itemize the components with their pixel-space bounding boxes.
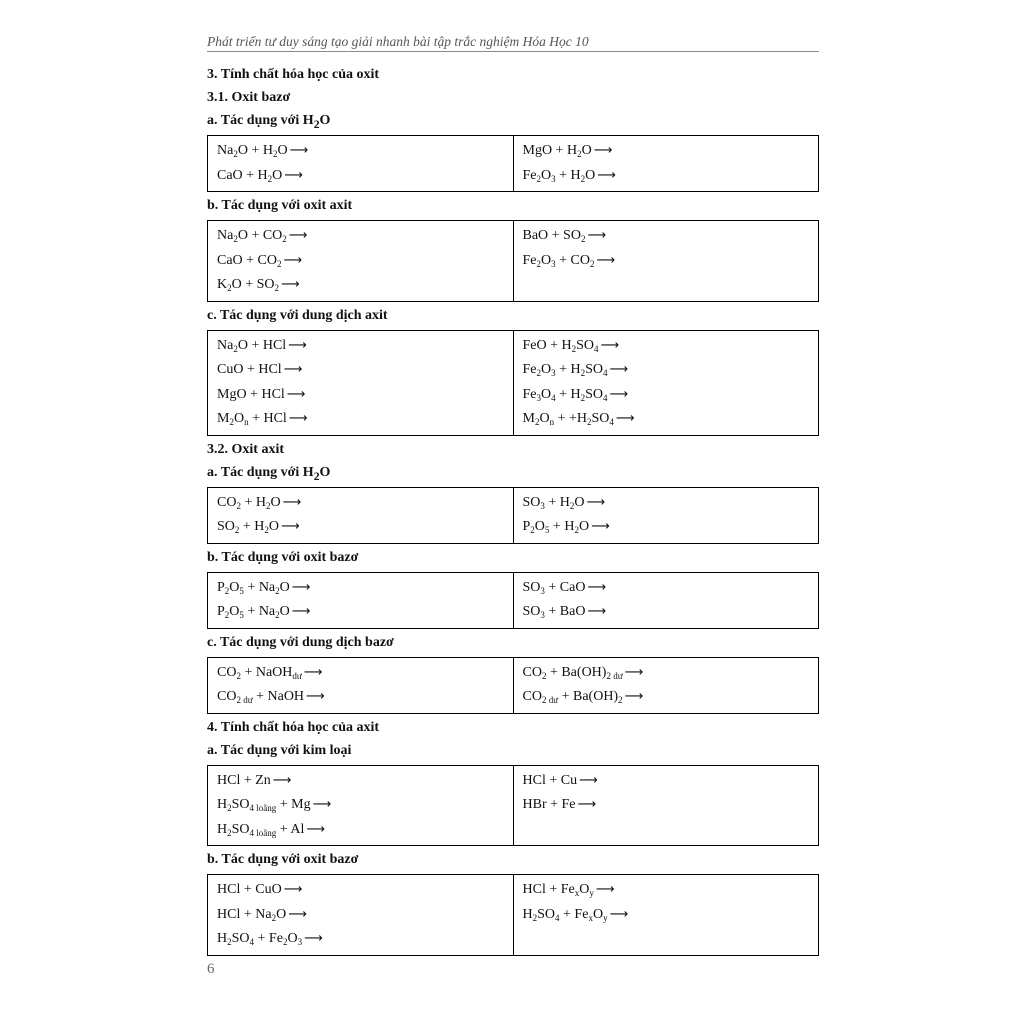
subscript: 2 — [530, 525, 535, 535]
formula-text: O — [579, 882, 590, 897]
formula-text: P — [522, 519, 531, 534]
formula-text: + H — [549, 519, 575, 534]
formula-text: O — [541, 362, 552, 377]
formula-text: O — [319, 464, 331, 480]
reaction-equation — [217, 878, 513, 903]
formula-text: MgO + H — [522, 143, 578, 158]
formula-text: + Na — [243, 579, 276, 595]
formula-text: SO — [576, 337, 595, 353]
reaction-equation — [217, 334, 513, 359]
subscript: 2 — [233, 234, 238, 244]
formula-text: O — [279, 604, 290, 619]
formula-text: SO — [537, 906, 556, 922]
reaction-table — [207, 330, 819, 436]
reaction-arrow-icon: ⟶ — [289, 143, 309, 158]
formula-text: + HCl — [248, 411, 287, 426]
reaction-equation — [217, 515, 513, 540]
formula-text: K — [217, 277, 228, 292]
reaction-equation — [217, 576, 513, 601]
subscript: 2 — [589, 258, 595, 269]
subscript: 2 — [236, 670, 241, 681]
subscript: 3 — [540, 585, 545, 596]
formula-text: + Ba(OH) — [558, 689, 619, 704]
page-number: 6 — [207, 961, 215, 977]
subscript: 2 — [571, 343, 577, 354]
formula-text: SO — [585, 386, 604, 402]
subscript: 2 — [569, 500, 575, 511]
subscript: 4 — [603, 392, 608, 403]
reaction-table — [207, 220, 819, 302]
subscript: 5 — [239, 585, 244, 596]
reaction-equation — [217, 273, 513, 298]
reaction-arrow-icon: ⟶ — [587, 604, 607, 619]
subscript: 2 — [574, 525, 579, 535]
formula-text: HBr + Fe — [522, 797, 576, 812]
reaction-arrow-icon: ⟶ — [281, 277, 300, 292]
reaction-column-left — [208, 875, 514, 955]
section-heading: 4. Tính chất hóa học của axit — [207, 719, 380, 735]
formula-text: + Al — [276, 821, 305, 837]
formula-text: CO — [217, 494, 237, 510]
formula-text: Na — [217, 337, 234, 353]
formula-text: O — [541, 386, 552, 402]
reaction-table — [207, 765, 819, 847]
reaction-arrow-icon: ⟶ — [609, 906, 629, 922]
reaction-arrow-icon: ⟶ — [624, 689, 644, 704]
subscript: 2 — [227, 937, 232, 947]
subscript: 2 — [265, 500, 271, 511]
formula-text: BaO + SO — [522, 228, 581, 243]
subscript: 2 — [577, 149, 582, 159]
formula-text: Na — [217, 143, 234, 158]
formula-text: O — [277, 143, 288, 158]
reaction-column-left — [208, 766, 514, 846]
reaction-equation — [217, 685, 513, 710]
subscript: 3 — [536, 392, 541, 403]
subscript: 2 — [234, 525, 240, 535]
subscript: 2 — [536, 368, 541, 378]
subscript: 4 — [551, 392, 556, 403]
formula-text: P — [217, 604, 225, 619]
reaction-equation — [217, 600, 513, 625]
reaction-arrow-icon: ⟶ — [291, 579, 311, 595]
subscript: 2 — [272, 149, 278, 159]
section-heading: b. Tác dụng với oxit axit — [207, 198, 353, 213]
formula-text: HCl + Na — [217, 906, 272, 922]
formula-text: HCl + Fe — [522, 882, 575, 897]
subscript: 2 — [580, 368, 586, 378]
reaction-equation — [217, 818, 513, 843]
formula-text: CO — [522, 664, 542, 680]
subscript: 5 — [239, 610, 244, 620]
subscript: 2 — [618, 695, 623, 705]
reaction-equation — [217, 407, 513, 432]
reaction-equation — [523, 793, 819, 818]
section-heading: a. Tác dụng với kim loại — [207, 742, 352, 758]
reaction-column-right — [514, 766, 819, 846]
subscript: 2 — [586, 417, 592, 427]
formula-text: SO — [591, 411, 610, 426]
reaction-arrow-icon: ⟶ — [288, 337, 307, 353]
reaction-equation — [523, 334, 819, 359]
section-heading — [207, 464, 819, 482]
formula-text: O — [534, 519, 545, 534]
formula-text: O — [287, 931, 298, 946]
subscript: 2 — [536, 173, 541, 184]
formula-text: O — [319, 113, 331, 128]
reaction-equation — [523, 515, 819, 540]
formula-text: O + HCl — [237, 337, 287, 353]
reaction-column-right — [514, 221, 819, 301]
formula-text: O — [229, 579, 240, 595]
section-heading: b. Tác dụng với oxit bazơ — [207, 852, 359, 867]
reaction-column-left — [208, 573, 514, 628]
reaction-arrow-icon: ⟶ — [593, 143, 613, 158]
reaction-arrow-icon: ⟶ — [286, 386, 306, 402]
reaction-column-left — [208, 488, 514, 543]
formula-text: O — [229, 604, 240, 619]
subscript: 2 — [580, 392, 586, 403]
subscript: 4 loãng — [249, 827, 277, 838]
formula-text: H — [522, 906, 533, 922]
subscript: 2 — [534, 417, 540, 427]
reaction-equation — [523, 383, 819, 408]
formula-text: + H — [555, 386, 581, 402]
reaction-equation — [523, 769, 819, 794]
formula-text: SO — [231, 931, 250, 946]
subscript: 2 — [267, 173, 273, 184]
reaction-equation — [217, 139, 513, 164]
reaction-arrow-icon: ⟶ — [579, 772, 598, 788]
formula-text: H — [217, 931, 228, 946]
subscript: 4 — [609, 417, 614, 427]
reaction-equation — [523, 249, 819, 274]
subscript: dư — [292, 670, 302, 681]
reaction-column-right — [514, 136, 819, 191]
formula-text: + Fe — [254, 931, 283, 946]
reaction-table — [207, 657, 819, 714]
reaction-equation — [217, 358, 513, 383]
subscript: 2 dư — [606, 670, 623, 681]
reaction-arrow-icon: ⟶ — [597, 167, 616, 183]
reaction-column-left — [208, 221, 514, 301]
reaction-table — [207, 487, 819, 544]
reaction-equation — [523, 661, 819, 686]
reaction-arrow-icon: ⟶ — [609, 386, 629, 402]
subscript: 2 — [532, 912, 538, 923]
formula-text: H — [217, 821, 228, 837]
reaction-equation — [217, 249, 513, 274]
section-heading: c. Tác dụng với dung dịch axit — [207, 307, 388, 323]
reaction-equation — [523, 491, 819, 516]
subscript: 2 — [236, 500, 241, 511]
subscript: 3 — [540, 610, 545, 620]
reaction-arrow-icon: ⟶ — [577, 797, 597, 812]
reaction-arrow-icon: ⟶ — [595, 882, 615, 897]
formula-text: P — [217, 579, 225, 595]
reaction-arrow-icon: ⟶ — [303, 664, 323, 680]
formula-text: CO — [217, 664, 237, 680]
formula-text: a. Tác dụng với H — [207, 464, 314, 480]
reaction-equation — [523, 224, 819, 249]
subscript: 2 — [541, 670, 547, 681]
reaction-equation — [523, 685, 819, 710]
subscript: 2 — [224, 610, 230, 620]
subscript: 3 — [551, 173, 556, 184]
subscript: 3 — [551, 258, 556, 269]
subscript: 4 — [594, 343, 599, 354]
formula-text: O — [270, 494, 281, 510]
reaction-arrow-icon: ⟶ — [291, 604, 311, 619]
section-heading: 3. Tính chất hóa học của oxit — [207, 67, 380, 82]
formula-text: + BaO — [544, 604, 586, 619]
formula-text: HCl + CuO — [217, 882, 282, 897]
subscript: 2 — [580, 173, 586, 184]
subscript: 4 — [603, 368, 608, 378]
subscript: 2 — [227, 803, 232, 813]
subscript: 2 — [313, 117, 320, 131]
reaction-arrow-icon: ⟶ — [624, 664, 644, 680]
subscript: 4 — [555, 912, 560, 923]
formula-text: HCl + Zn — [217, 772, 271, 788]
reaction-arrow-icon: ⟶ — [304, 931, 323, 946]
formula-text: CaO + H — [217, 167, 268, 183]
section-heading: 3.1. Oxit bazơ — [207, 90, 291, 105]
reaction-column-left — [208, 331, 514, 435]
reaction-arrow-icon: ⟶ — [587, 228, 607, 243]
subscript: 2 — [224, 585, 230, 596]
reaction-equation — [523, 600, 819, 625]
reaction-column-right — [514, 658, 819, 713]
reaction-equation — [217, 769, 513, 794]
formula-text: + H — [240, 494, 266, 510]
reaction-arrow-icon: ⟶ — [283, 362, 303, 377]
subscript: 4 — [249, 937, 255, 947]
subscript: 2 — [282, 234, 287, 244]
reaction-arrow-icon: ⟶ — [282, 494, 302, 510]
formula-text: SO — [522, 494, 541, 510]
subscript: 2 — [275, 585, 280, 596]
formula-text: + +H — [554, 411, 587, 426]
reaction-arrow-icon: ⟶ — [272, 772, 292, 788]
formula-text: Fe — [522, 252, 537, 268]
formula-text: CO — [217, 689, 237, 704]
subscript: 2 — [580, 234, 586, 244]
formula-text: + Ba(OH) — [546, 664, 607, 680]
formula-text: O — [581, 143, 592, 158]
formula-text: + Fe — [559, 906, 589, 922]
formula-text: O — [268, 519, 280, 534]
formula-text: O — [539, 411, 550, 426]
reaction-equation — [217, 927, 513, 952]
reaction-arrow-icon: ⟶ — [283, 252, 303, 268]
formula-text: + CaO — [544, 579, 586, 595]
formula-text: + NaOH — [252, 689, 305, 704]
subscript: 2 — [227, 283, 232, 293]
subscript: n — [244, 417, 249, 427]
subscript: 3 — [551, 368, 556, 378]
subscript: 2 — [233, 343, 238, 354]
subscript: 2 dư — [541, 695, 559, 705]
reaction-column-right — [514, 488, 819, 543]
reaction-equation — [217, 224, 513, 249]
formula-text: O — [578, 519, 590, 534]
subscript: 2 dư — [236, 695, 253, 705]
reaction-equation — [523, 139, 819, 164]
reaction-arrow-icon: ⟶ — [312, 797, 332, 812]
formula-text: + H — [555, 167, 581, 183]
subscript: y — [589, 888, 594, 898]
subscript: 2 — [275, 610, 280, 620]
subscript: y — [603, 912, 608, 923]
formula-text: SO — [522, 604, 541, 619]
subscript: 2 — [271, 912, 277, 923]
formula-text: Fe — [522, 362, 537, 377]
reaction-arrow-icon: ⟶ — [306, 821, 326, 837]
subscript: 2 — [277, 258, 282, 269]
formula-text: Fe — [522, 167, 537, 183]
reaction-arrow-icon: ⟶ — [288, 906, 307, 922]
reaction-arrow-icon: ⟶ — [281, 519, 300, 534]
subscript: 2 — [274, 283, 280, 293]
formula-text: O — [541, 167, 552, 183]
formula-text: H — [217, 797, 228, 812]
subscript: 2 — [227, 827, 232, 838]
formula-text: + Na — [243, 604, 276, 619]
reaction-column-right — [514, 573, 819, 628]
formula-text: + H — [239, 519, 265, 534]
reaction-equation — [217, 164, 513, 189]
formula-text: CaO + CO — [217, 252, 278, 268]
formula-text: O — [272, 167, 283, 183]
reaction-equation — [523, 358, 819, 383]
reaction-arrow-icon: ⟶ — [591, 519, 610, 534]
formula-text: + NaOH — [240, 664, 293, 680]
formula-text: SO — [231, 821, 250, 837]
formula-text: HCl + Cu — [522, 772, 578, 788]
header-rule — [207, 51, 819, 52]
subscript: 3 — [540, 500, 545, 511]
formula-text: SO — [585, 362, 604, 377]
formula-text: Na — [217, 228, 234, 243]
reaction-arrow-icon: ⟶ — [596, 252, 616, 268]
formula-text: O + SO — [231, 277, 275, 292]
formula-text: O — [585, 167, 596, 183]
formula-text: SO — [217, 519, 235, 534]
reaction-column-right — [514, 875, 819, 955]
reaction-arrow-icon: ⟶ — [600, 337, 620, 353]
subscript: 2 — [313, 469, 320, 483]
reaction-column-left — [208, 136, 514, 191]
reaction-arrow-icon: ⟶ — [609, 362, 629, 377]
formula-text: SO — [231, 797, 250, 812]
formula-text: M — [217, 411, 230, 426]
formula-text: O + H — [237, 143, 273, 158]
formula-text: Fe — [522, 386, 537, 402]
formula-text: + H — [555, 362, 581, 377]
reaction-arrow-icon: ⟶ — [284, 167, 303, 183]
subscript: 2 — [264, 525, 269, 535]
reaction-equation — [523, 903, 819, 928]
reaction-table — [207, 572, 819, 629]
subscript: 2 — [536, 258, 541, 269]
formula-text: CO — [522, 689, 542, 704]
reaction-equation — [217, 383, 513, 408]
formula-text: a. Tác dụng với H — [207, 113, 314, 128]
subscript: n — [549, 417, 555, 427]
subscript: 3 — [297, 937, 303, 947]
section-heading: 3.2. Oxit axit — [207, 441, 284, 457]
reaction-equation — [217, 793, 513, 818]
formula-text: O — [276, 906, 287, 922]
reaction-equation — [523, 164, 819, 189]
section-heading — [207, 112, 819, 130]
reaction-arrow-icon: ⟶ — [288, 411, 308, 426]
formula-text: + CO — [555, 252, 590, 268]
formula-text: MgO + HCl — [217, 386, 285, 402]
reaction-table — [207, 874, 819, 956]
formula-text: O — [279, 579, 290, 595]
reaction-equation — [523, 878, 819, 903]
subscript: 4 loãng — [249, 803, 277, 813]
reaction-arrow-icon: ⟶ — [306, 689, 325, 704]
formula-text: + H — [544, 494, 570, 510]
formula-text: + Mg — [276, 797, 311, 812]
formula-text: O — [574, 494, 585, 510]
page-content — [207, 66, 819, 961]
reaction-arrow-icon: ⟶ — [615, 411, 635, 426]
running-header: Phát triển tư duy sáng tạo giải nhanh bài tập trắc nghiệm Hóa Học 10 — [207, 34, 589, 49]
subscript: 2 — [229, 417, 234, 427]
subscript: 5 — [544, 525, 550, 535]
reaction-equation — [523, 576, 819, 601]
formula-text: M — [522, 411, 535, 426]
reaction-arrow-icon: ⟶ — [283, 882, 303, 897]
formula-text: O — [592, 906, 604, 922]
reaction-equation — [217, 661, 513, 686]
subscript: 2 — [282, 937, 288, 947]
reaction-table — [207, 135, 819, 192]
formula-text: O — [233, 411, 245, 426]
section-heading: c. Tác dụng với dung dịch bazơ — [207, 634, 394, 650]
reaction-column-right — [514, 331, 819, 435]
subscript: 2 — [233, 149, 238, 159]
reaction-arrow-icon: ⟶ — [586, 494, 606, 510]
reaction-equation — [217, 491, 513, 516]
formula-text: SO — [522, 579, 541, 595]
reaction-column-left — [208, 658, 514, 713]
section-heading: b. Tác dụng với oxit bazơ — [207, 549, 359, 565]
formula-text: CuO + HCl — [217, 362, 282, 377]
formula-text: O + CO — [237, 228, 283, 243]
reaction-arrow-icon: ⟶ — [288, 228, 308, 243]
formula-text: O — [541, 252, 552, 268]
reaction-equation — [217, 903, 513, 928]
formula-text: FeO + H — [522, 337, 572, 353]
subscript: x — [574, 888, 580, 898]
reaction-equation — [523, 407, 819, 432]
reaction-arrow-icon: ⟶ — [587, 579, 607, 595]
subscript: x — [588, 912, 593, 923]
